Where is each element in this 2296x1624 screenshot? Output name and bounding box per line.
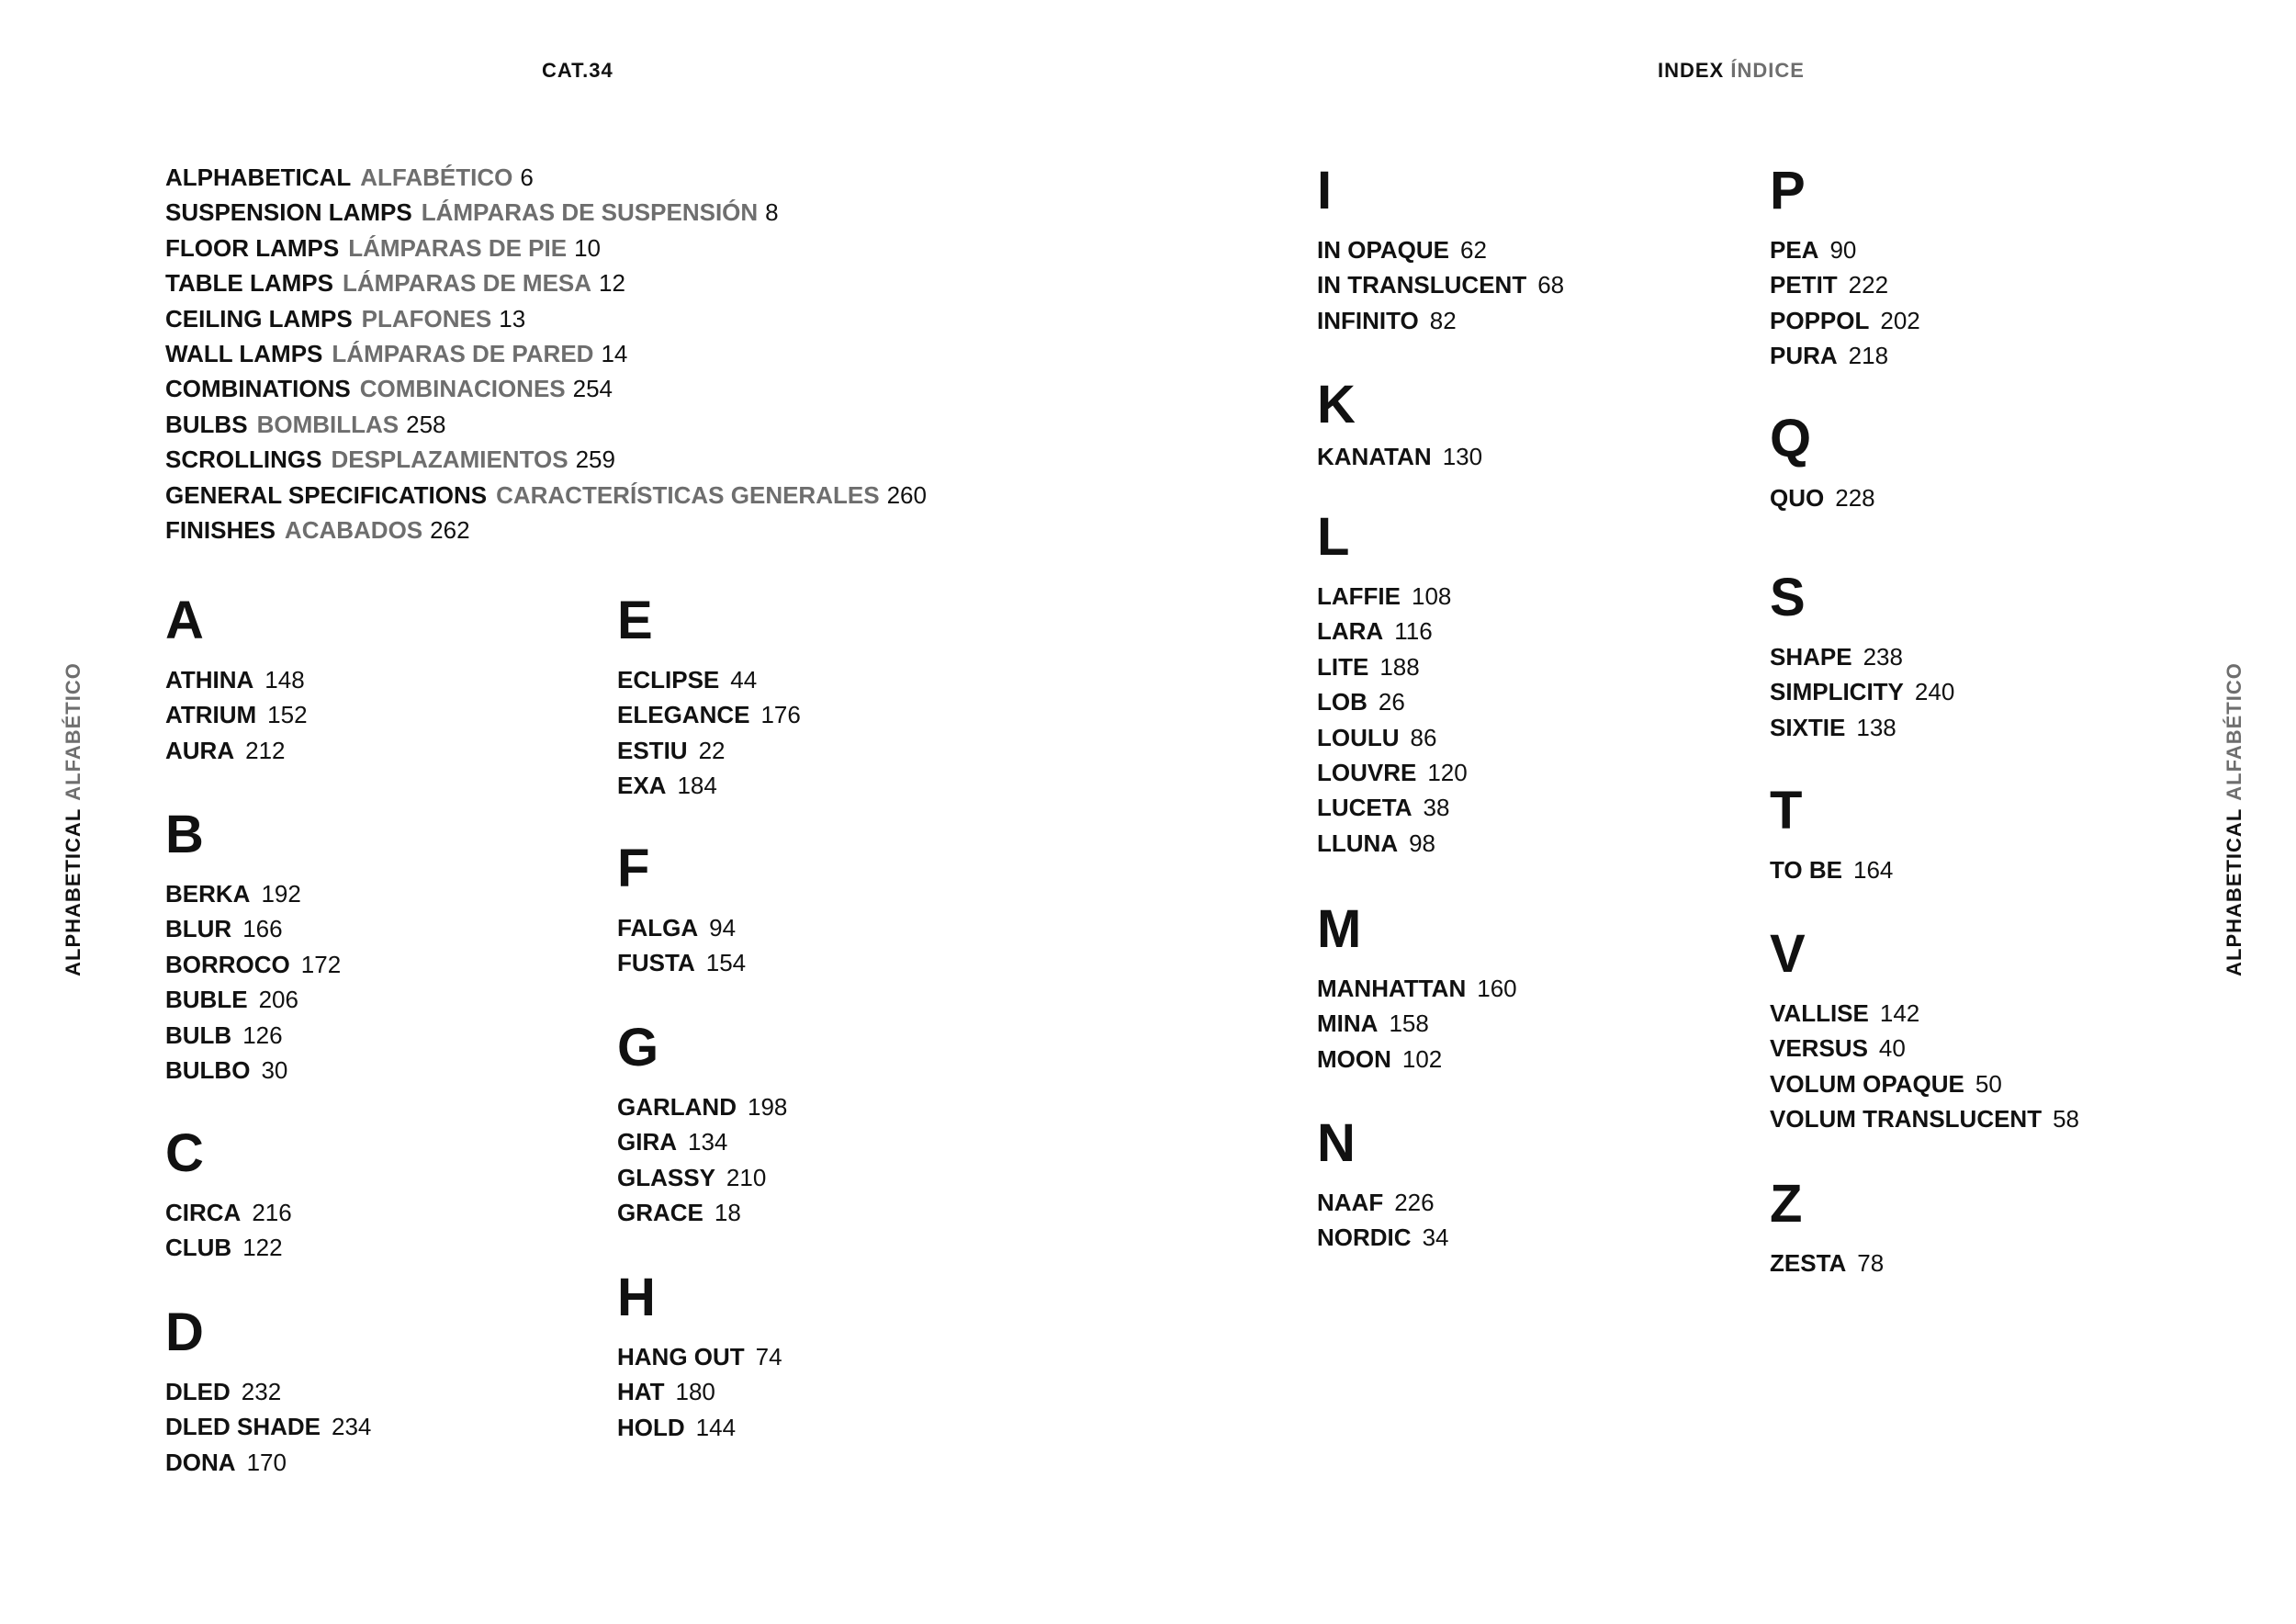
entry-page: 142 <box>1879 999 1920 1027</box>
entry-page: 218 <box>1848 342 1889 370</box>
section-letter: V <box>1770 924 1806 984</box>
entry-name: ECLIPSE <box>617 666 720 694</box>
entry-name: SIMPLICITY <box>1770 678 1904 706</box>
toc-item-en: TABLE LAMPS <box>165 269 333 298</box>
index-entry[interactable] <box>617 1124 1040 1159</box>
entry-page: 62 <box>1459 236 1487 264</box>
toc-item-en: WALL LAMPS <box>165 340 323 368</box>
entry-name: AURA <box>165 736 235 764</box>
index-entry[interactable] <box>1317 232 1739 267</box>
index-title-en: INDEX <box>1658 59 1725 82</box>
entry-page: 134 <box>688 1128 728 1156</box>
entry-page: 138 <box>1856 713 1896 741</box>
entry-page: 154 <box>705 949 747 977</box>
entry-page: 94 <box>709 914 737 942</box>
entry-page: 172 <box>300 950 342 978</box>
index-entry[interactable] <box>1770 303 2192 338</box>
entry-page: 188 <box>1379 652 1420 681</box>
entry-page: 82 <box>1429 306 1457 334</box>
toc-item-es: LÁMPARAS DE SUSPENSIÓN <box>421 198 759 227</box>
index-entry[interactable] <box>1317 1185 1739 1220</box>
section-k <box>1317 377 1739 474</box>
toc-item[interactable] <box>165 407 927 442</box>
toc-item-page: 260 <box>886 480 927 509</box>
section-letter: Z <box>1770 1174 1803 1234</box>
section-q <box>1770 411 2192 515</box>
entry-page: 202 <box>1880 306 1920 334</box>
entry-name: INFINITO <box>1317 306 1419 334</box>
toc-item-page: 254 <box>572 375 613 403</box>
toc-item-en: ALPHABETICAL <box>165 164 352 191</box>
side-label-en: ALPHABETICAL <box>62 807 84 976</box>
entry-name: TO BE <box>1770 856 1842 884</box>
toc-item-page: 14 <box>601 340 628 368</box>
toc-item-en: GENERAL SPECIFICATIONS <box>165 480 488 509</box>
index-entry[interactable] <box>617 1089 1040 1124</box>
entry-name: HAT <box>617 1378 665 1406</box>
entry-page: 164 <box>1852 856 1894 884</box>
entry-page: 234 <box>332 1413 372 1441</box>
index-entry[interactable] <box>1770 852 2192 887</box>
entry-page: 226 <box>1394 1189 1435 1216</box>
section-letter: M <box>1317 899 1362 959</box>
section-m <box>1317 901 1739 1077</box>
entry-page: 30 <box>261 1056 288 1085</box>
index-entry[interactable] <box>1317 303 1739 338</box>
entry-page: 232 <box>241 1378 282 1405</box>
toc-item-en: COMBINATIONS <box>165 375 351 403</box>
entry-name: POPPOL <box>1770 306 1870 334</box>
entry-name: DLED <box>165 1378 231 1405</box>
toc-item-page: 258 <box>406 410 446 438</box>
index-entry[interactable] <box>617 1160 1040 1195</box>
entry-page: 102 <box>1401 1044 1443 1073</box>
entry-name: EXA <box>617 772 667 800</box>
index-entry[interactable] <box>1317 755 1739 790</box>
side-label-es: ALFABÉTICO <box>62 662 84 801</box>
section-letter: S <box>1770 568 1806 627</box>
toc-item-en: FINISHES <box>165 516 276 545</box>
index-entry[interactable] <box>165 947 588 982</box>
entry-page: 126 <box>242 1021 283 1049</box>
index-entry[interactable] <box>617 1410 1040 1445</box>
entry-page: 122 <box>242 1234 283 1262</box>
entry-page: 216 <box>252 1199 292 1226</box>
section-b <box>165 806 588 1088</box>
entry-page: 40 <box>1878 1034 1906 1063</box>
entry-name: HANG OUT <box>617 1343 745 1370</box>
section-letter: Q <box>1770 409 1812 468</box>
index-entry[interactable] <box>1317 684 1739 719</box>
entry-name: ESTIU <box>617 736 688 764</box>
toc-item-es: LÁMPARAS DE PIE <box>348 233 568 262</box>
section-v <box>1770 926 2192 1137</box>
entry-name: VOLUM TRANSLUCENT <box>1770 1105 2043 1133</box>
index-entry[interactable] <box>1317 1042 1739 1077</box>
index-entry[interactable] <box>165 1018 588 1053</box>
entry-name: BULB <box>165 1021 232 1049</box>
entry-name: LLUNA <box>1317 829 1399 857</box>
entry-name: DONA <box>165 1448 236 1476</box>
toc-item-es: COMBINACIONES <box>359 375 566 403</box>
section-letter: E <box>617 591 653 650</box>
index-entry[interactable] <box>1317 826 1739 861</box>
section-e <box>617 592 1040 804</box>
index-entry[interactable] <box>617 733 1040 768</box>
section-l <box>1317 509 1739 861</box>
toc-item[interactable] <box>165 231 927 265</box>
index-entry[interactable] <box>1770 480 2192 515</box>
entry-page: 44 <box>730 666 758 694</box>
index-entry[interactable] <box>1770 710 2192 745</box>
entry-name: KANATAN <box>1317 443 1432 470</box>
section-d <box>165 1304 588 1480</box>
section-a <box>165 592 588 768</box>
index-entry[interactable] <box>165 697 588 732</box>
section-letter: I <box>1317 161 1333 220</box>
section-c <box>165 1125 588 1266</box>
entry-page: 120 <box>1427 759 1468 787</box>
entry-name: MOON <box>1317 1044 1391 1073</box>
index-entry[interactable] <box>165 1053 588 1088</box>
entry-page: 130 <box>1442 443 1483 470</box>
entry-page: 180 <box>675 1378 715 1406</box>
entry-page: 184 <box>677 772 717 800</box>
entry-name: LOUVRE <box>1317 759 1417 787</box>
index-entry[interactable] <box>1317 1006 1739 1041</box>
entry-page: 58 <box>2053 1105 2080 1133</box>
section-i <box>1317 163 1739 338</box>
index-entry[interactable] <box>165 1445 588 1480</box>
index-entry[interactable] <box>1770 996 2192 1031</box>
toc-item[interactable] <box>165 513 927 547</box>
index-entry[interactable] <box>1317 614 1739 648</box>
toc-item-es: ALFABÉTICO <box>360 164 513 191</box>
section-g <box>617 1020 1040 1231</box>
entry-page: 108 <box>1412 582 1452 610</box>
entry-name: GIRA <box>617 1128 677 1156</box>
index-entry[interactable] <box>1317 579 1739 614</box>
index-entry[interactable] <box>1770 1066 2192 1101</box>
entry-page: 50 <box>1975 1069 2002 1098</box>
entry-name: SIXTIE <box>1770 713 1846 741</box>
toc-item-es: BOMBILLAS <box>256 410 400 438</box>
toc-item-en: SCROLLINGS <box>165 445 322 474</box>
index-entry[interactable] <box>1317 267 1739 302</box>
entry-name: DLED SHADE <box>165 1413 321 1441</box>
entry-page: 158 <box>1389 1009 1429 1038</box>
index-entry[interactable] <box>1770 232 2192 267</box>
index-entry[interactable] <box>617 662 1040 697</box>
section-letter: P <box>1770 161 1806 220</box>
section-letter: H <box>617 1268 656 1327</box>
entry-page: 198 <box>748 1093 788 1121</box>
entry-page: 192 <box>261 880 301 908</box>
index-entry[interactable] <box>1770 639 2192 674</box>
toc-item-es: ACABADOS <box>284 516 423 545</box>
entry-name: PURA <box>1770 342 1838 370</box>
index-entry[interactable] <box>617 1339 1040 1374</box>
index-entry[interactable] <box>165 662 588 697</box>
index-entry[interactable] <box>165 1230 588 1265</box>
entry-name: LARA <box>1317 617 1384 646</box>
toc-item[interactable] <box>165 195 927 230</box>
index-entry[interactable] <box>1770 1246 2192 1280</box>
section-letter: L <box>1317 507 1350 567</box>
index-title-es: ÍNDICE <box>1730 59 1805 82</box>
toc-item-es: PLAFONES <box>361 304 492 333</box>
entry-page: 238 <box>1863 643 1903 671</box>
entry-page: 212 <box>245 736 286 764</box>
entry-name: VOLUM OPAQUE <box>1770 1069 1964 1098</box>
section-letter: C <box>165 1123 204 1183</box>
section-letter: F <box>617 839 650 898</box>
section-letter: D <box>165 1303 204 1362</box>
toc-item-en: BULBS <box>165 410 248 438</box>
index-entry[interactable] <box>1770 674 2192 709</box>
entry-page: 152 <box>267 701 308 729</box>
entry-page: 34 <box>1422 1224 1449 1252</box>
entry-page: 228 <box>1835 484 1875 512</box>
entry-name: GARLAND <box>617 1093 737 1121</box>
entry-name: LITE <box>1317 652 1369 681</box>
index-title <box>1658 59 1805 83</box>
section-s <box>1770 570 2192 745</box>
toc-item[interactable] <box>165 160 927 195</box>
index-entry[interactable] <box>165 1195 588 1230</box>
entry-page: 166 <box>242 915 283 943</box>
toc-item-page: 8 <box>765 198 779 227</box>
entry-page: 170 <box>246 1448 287 1476</box>
section-letter: K <box>1317 375 1356 434</box>
index-entry[interactable] <box>165 1409 588 1444</box>
entry-name: IN TRANSLUCENT <box>1317 271 1527 299</box>
entry-name: BERKA <box>165 880 251 908</box>
section-letter: G <box>617 1018 659 1077</box>
entry-name: FALGA <box>617 914 699 942</box>
entry-page: 74 <box>755 1343 782 1370</box>
index-entry[interactable] <box>617 910 1040 945</box>
toc-item-es: LÁMPARAS DE PARED <box>332 340 594 368</box>
entry-name: VALLISE <box>1770 999 1869 1027</box>
toc-item-page: 6 <box>520 164 534 191</box>
entry-name: NAAF <box>1317 1189 1384 1216</box>
index-entry[interactable] <box>617 1374 1040 1409</box>
entry-page: 98 <box>1409 829 1436 857</box>
section-h <box>617 1269 1040 1445</box>
index-entry[interactable] <box>1317 1220 1739 1255</box>
index-entry[interactable] <box>165 982 588 1017</box>
index-entry[interactable] <box>617 945 1040 980</box>
entry-name: PEA <box>1770 236 1819 264</box>
side-label-left <box>60 654 87 985</box>
toc-item-es: CARACTERÍSTICAS GENERALES <box>496 480 880 509</box>
entry-name: CIRCA <box>165 1199 242 1226</box>
entry-page: 176 <box>760 701 801 729</box>
toc-item[interactable] <box>165 371 927 406</box>
toc-item-page: 12 <box>599 269 625 298</box>
entry-name: GLASSY <box>617 1163 715 1191</box>
entry-name: PETIT <box>1770 271 1838 299</box>
entry-page: 160 <box>1477 975 1517 1002</box>
entry-page: 18 <box>714 1199 741 1227</box>
toc-item[interactable] <box>165 336 927 371</box>
entry-name: CLUB <box>165 1234 232 1262</box>
index-entry[interactable] <box>617 697 1040 732</box>
entry-name: IN OPAQUE <box>1317 236 1449 264</box>
toc-item-page: 13 <box>499 304 526 333</box>
entry-page: 38 <box>1423 794 1450 822</box>
toc-item-en: SUSPENSION LAMPS <box>165 198 412 227</box>
entry-name: BLUR <box>165 915 232 943</box>
section-p <box>1770 163 2192 374</box>
entry-name: BORROCO <box>165 950 290 978</box>
entry-name: LUCETA <box>1317 794 1412 822</box>
entry-page: 144 <box>695 1413 737 1441</box>
entry-page: 206 <box>258 986 298 1014</box>
toc-item-en: FLOOR LAMPS <box>165 233 340 262</box>
index-entry[interactable] <box>165 733 588 768</box>
entry-name: NORDIC <box>1317 1224 1412 1252</box>
entry-name: BUBLE <box>165 986 248 1014</box>
entry-name: LAFFIE <box>1317 582 1401 610</box>
index-entry[interactable] <box>1317 649 1739 684</box>
index-entry[interactable] <box>1317 971 1739 1006</box>
toc-item[interactable] <box>165 442 927 477</box>
entry-page: 22 <box>698 736 726 764</box>
entry-name: VERSUS <box>1770 1034 1868 1063</box>
index-entry[interactable] <box>1317 790 1739 825</box>
entry-page: 90 <box>1829 236 1857 264</box>
toc-item[interactable] <box>165 265 927 300</box>
index-entry[interactable] <box>165 876 588 911</box>
entry-name: SHAPE <box>1770 643 1852 671</box>
index-entry[interactable] <box>1770 1101 2192 1136</box>
section-n <box>1317 1115 1739 1256</box>
index-entry[interactable] <box>165 1374 588 1409</box>
toc-item[interactable] <box>165 478 927 513</box>
section-t <box>1770 783 2192 887</box>
entry-name: LOULU <box>1317 723 1400 751</box>
toc-item-es: LÁMPARAS DE MESA <box>342 269 592 298</box>
entry-name: ATRIUM <box>165 701 257 729</box>
entry-page: 240 <box>1914 678 1955 706</box>
entry-page: 116 <box>1394 617 1433 646</box>
index-entry[interactable] <box>1770 338 2192 373</box>
entry-name: GRACE <box>617 1199 703 1227</box>
index-entry[interactable] <box>1770 1031 2192 1066</box>
entry-page: 148 <box>264 666 305 694</box>
index-entry[interactable] <box>617 768 1040 803</box>
index-entry[interactable] <box>165 911 588 946</box>
side-label-es: ALFABÉTICO <box>2223 662 2245 801</box>
section-letter: T <box>1770 781 1803 840</box>
toc-item[interactable] <box>165 301 927 336</box>
entry-page: 78 <box>1857 1249 1885 1277</box>
toc-item-page: 262 <box>430 516 470 545</box>
index-entry[interactable] <box>1317 720 1739 755</box>
section-letter: N <box>1317 1113 1356 1173</box>
side-label-right <box>2221 654 2248 985</box>
table-of-contents <box>165 160 927 547</box>
entry-name: BULBO <box>165 1056 251 1085</box>
index-entry[interactable] <box>1770 267 2192 302</box>
entry-page: 222 <box>1848 271 1889 299</box>
entry-name: ELEGANCE <box>617 701 750 729</box>
section-f <box>617 840 1040 981</box>
entry-name: MANHATTAN <box>1317 975 1467 1002</box>
entry-name: FUSTA <box>617 949 695 977</box>
toc-item-page: 259 <box>575 445 615 474</box>
entry-name: ZESTA <box>1770 1249 1847 1277</box>
entry-page: 68 <box>1537 271 1565 299</box>
entry-name: ATHINA <box>165 666 254 694</box>
side-label-en: ALPHABETICAL <box>2223 807 2245 976</box>
catalog-number: CAT.34 <box>542 59 613 82</box>
entry-name: MINA <box>1317 1009 1379 1038</box>
entry-name: HOLD <box>617 1413 685 1441</box>
entry-page: 210 <box>726 1163 767 1191</box>
toc-item-en: CEILING LAMPS <box>165 304 353 333</box>
index-entry[interactable] <box>617 1195 1040 1230</box>
section-letter: A <box>165 591 204 650</box>
toc-item-page: 10 <box>574 233 602 262</box>
entry-name: LOB <box>1317 688 1367 716</box>
section-letter: B <box>165 805 204 864</box>
entry-name: QUO <box>1770 484 1825 512</box>
toc-item-es: DESPLAZAMIENTOS <box>331 445 568 474</box>
index-entry[interactable] <box>1317 439 1739 474</box>
entry-page: 86 <box>1410 723 1437 751</box>
entry-page: 26 <box>1378 688 1405 716</box>
section-z <box>1770 1176 2192 1280</box>
